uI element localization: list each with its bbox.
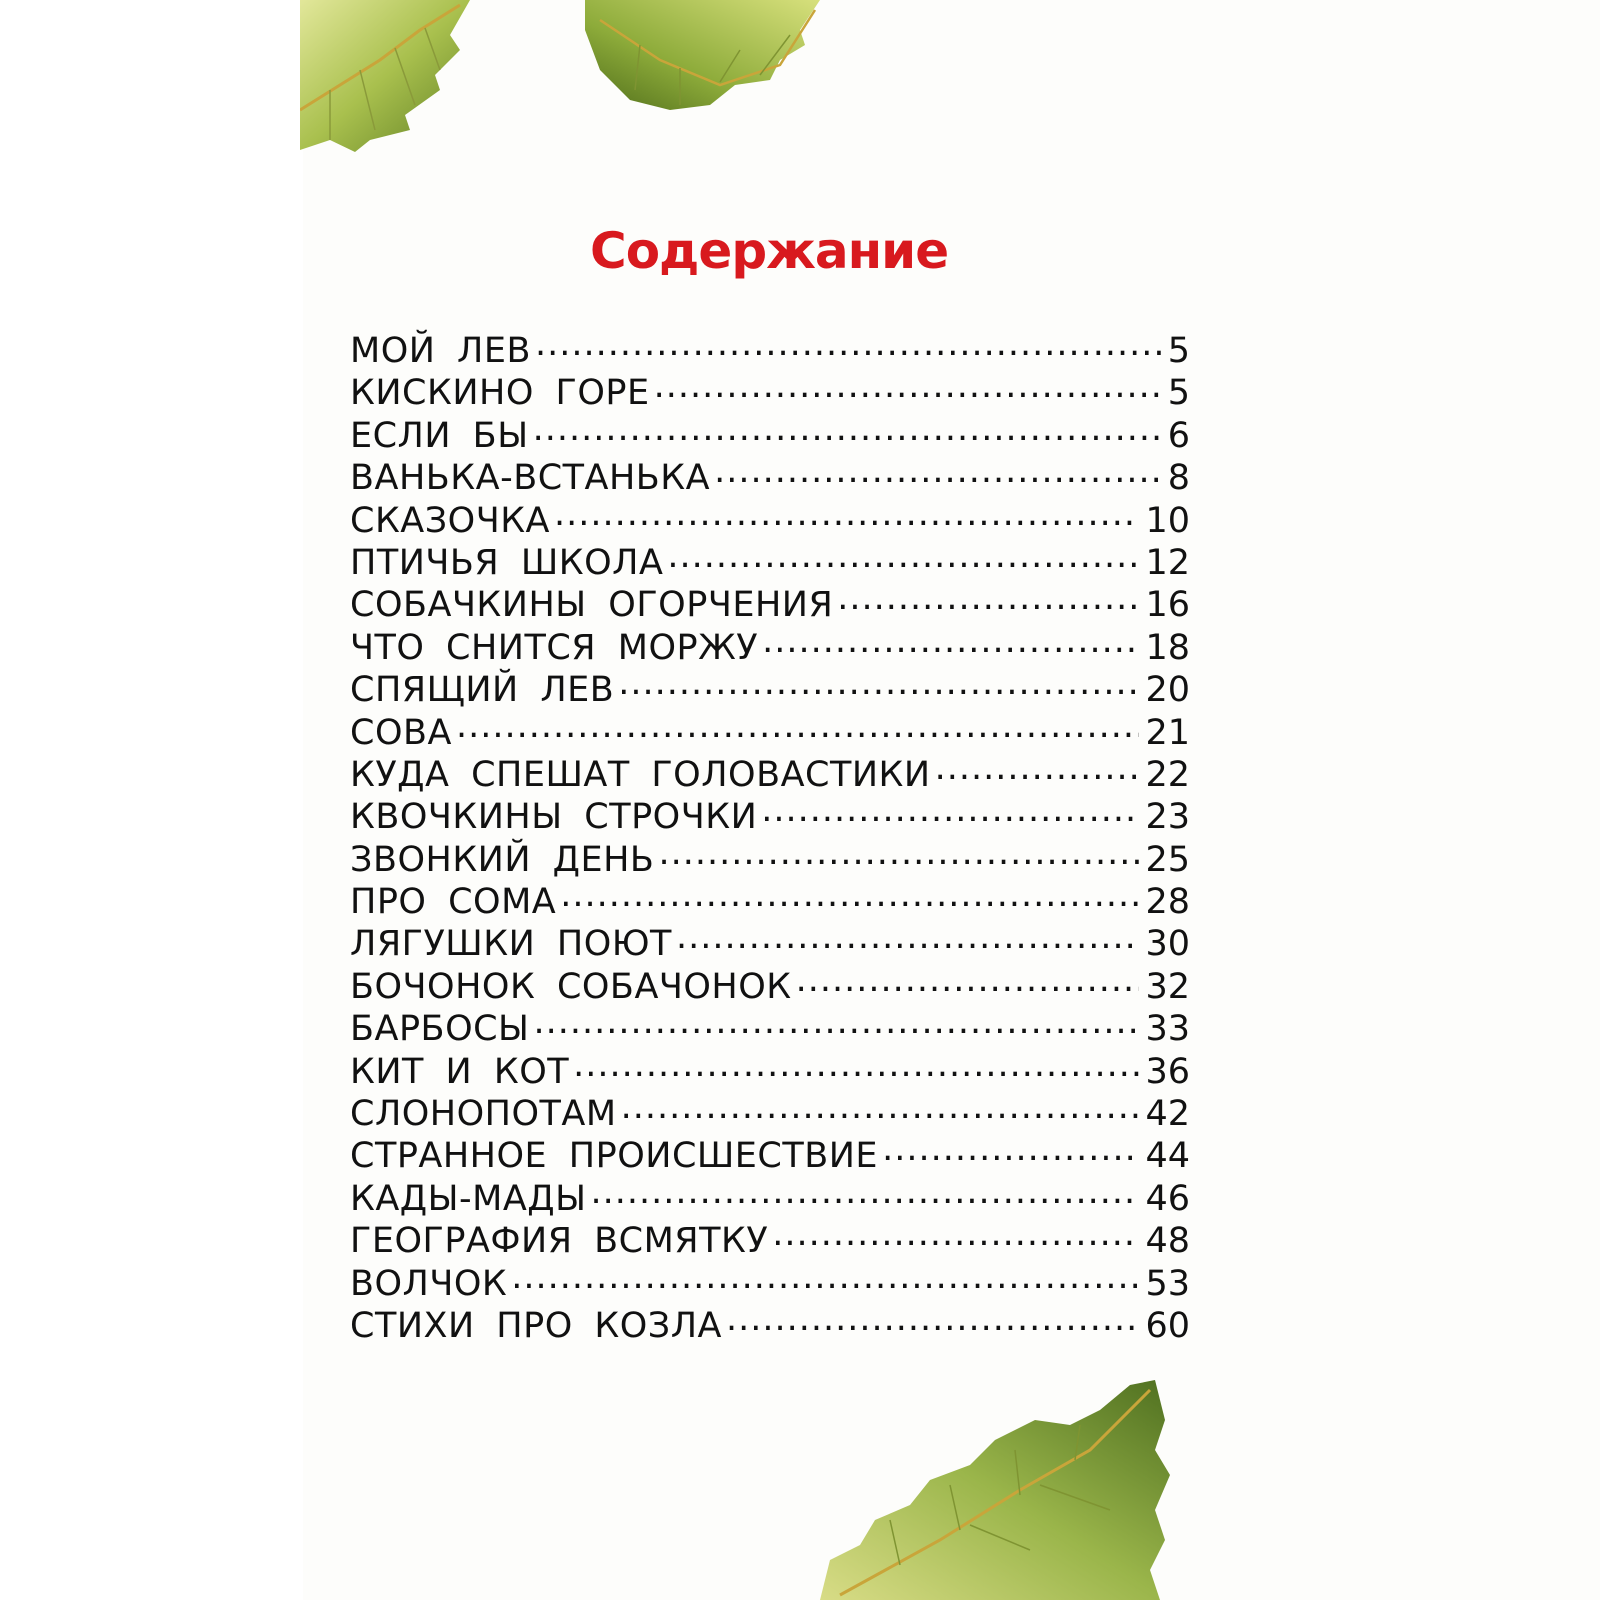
toc-entry-page: 10	[1145, 500, 1190, 541]
toc-leader-dots	[560, 877, 1139, 913]
toc-entry	[350, 1089, 1190, 1135]
toc-entry	[350, 623, 1190, 668]
toc-entry	[350, 368, 1190, 414]
toc-entry-title: ПРО СОМА	[350, 882, 557, 923]
toc-leader-dots	[573, 1047, 1139, 1083]
toc-leader-dots	[658, 835, 1139, 871]
toc-leader-dots	[654, 368, 1162, 404]
toc-entry	[350, 792, 1190, 838]
toc-entry	[350, 919, 1190, 965]
page-title: Содержание	[590, 222, 949, 280]
toc-entry-title: ВОЛЧОК	[350, 1263, 508, 1304]
toc-entry-page: 25	[1145, 839, 1190, 880]
toc-leader-dots	[837, 580, 1139, 616]
toc-entry-title: СПЯЩИЙ ЛЕВ	[350, 670, 615, 711]
toc-entry-page: 20	[1145, 670, 1190, 711]
toc-entry	[350, 1047, 1190, 1092]
toc-entry-page: 16	[1145, 585, 1190, 626]
toc-leader-dots	[726, 1301, 1139, 1337]
toc-leader-dots	[762, 623, 1139, 659]
toc-entry-title: СТИХИ ПРО КОЗЛА	[350, 1305, 722, 1346]
birch-leaf-bottom-icon	[820, 1380, 1220, 1600]
toc-leader-dots	[796, 962, 1140, 998]
toc-entry-page: 6	[1167, 415, 1190, 456]
toc-entry-page: 28	[1145, 882, 1190, 923]
toc-entry-page: 44	[1145, 1136, 1190, 1177]
toc-leader-dots	[761, 792, 1139, 828]
toc-entry-title: КИТ И КОТ	[350, 1051, 570, 1092]
toc-entry	[350, 411, 1190, 456]
toc-entry	[350, 538, 1190, 583]
toc-entry-page: 18	[1145, 627, 1190, 668]
toc-entry-page: 48	[1145, 1221, 1190, 1262]
toc-entry-page: 21	[1145, 712, 1190, 753]
toc-entry-title: КАДЫ-МАДЫ	[350, 1178, 587, 1219]
toc-entry-page: 53	[1145, 1263, 1190, 1304]
toc-entry-title: СТРАННОЕ ПРОИСШЕСТВИЕ	[350, 1136, 879, 1177]
toc-entry-title: КИСКИНО ГОРЕ	[350, 373, 650, 414]
toc-entry	[350, 750, 1190, 795]
toc-entry	[350, 496, 1190, 541]
toc-entry-page: 60	[1145, 1305, 1190, 1346]
toc-leader-dots	[591, 1174, 1140, 1210]
toc-leader-dots	[618, 665, 1139, 701]
toc-entry	[350, 580, 1190, 626]
toc-entry-page: 22	[1145, 754, 1190, 795]
toc-entry-title: ВАНЬКА-ВСТАНЬКА	[350, 458, 711, 499]
toc-entry	[350, 326, 1190, 371]
toc-entry-page: 32	[1145, 966, 1190, 1007]
toc-leader-dots	[621, 1089, 1140, 1125]
toc-leader-dots	[533, 411, 1162, 447]
toc-entry-title: ЛЯГУШКИ ПОЮТ	[350, 924, 672, 965]
toc-entry-title: ЗВОНКИЙ ДЕНЬ	[350, 839, 655, 880]
toc-entry-page: 5	[1167, 331, 1190, 371]
birch-leaf-top-icon	[300, 0, 820, 170]
toc-entry	[350, 453, 1190, 499]
toc-entry-title: СКАЗОЧКА	[350, 500, 551, 541]
toc-leader-dots	[456, 708, 1140, 744]
toc-entry-page: 5	[1167, 373, 1190, 414]
toc-entry	[350, 835, 1190, 880]
toc-entry-page: 46	[1145, 1178, 1190, 1219]
toc-leader-dots	[511, 1259, 1139, 1295]
toc-leader-dots	[533, 1004, 1139, 1040]
page-margin	[0, 0, 303, 1600]
toc-entry	[350, 1301, 1190, 1346]
table-of-contents	[350, 326, 1190, 1346]
toc-leader-dots	[676, 919, 1140, 955]
toc-entry	[350, 1174, 1190, 1219]
toc-entry-title: СЛОНОПОТАМ	[350, 1094, 617, 1135]
toc-leader-dots	[714, 453, 1162, 489]
toc-entry-page: 42	[1145, 1094, 1190, 1135]
toc-entry	[350, 1004, 1190, 1050]
toc-entry-title: БАРБОСЫ	[350, 1009, 530, 1050]
toc-entry	[350, 665, 1190, 711]
toc-leader-dots	[667, 538, 1139, 574]
toc-leader-dots	[772, 1216, 1139, 1252]
toc-entry-title: ПТИЧЬЯ ШКОЛА	[350, 542, 664, 583]
toc-leader-dots	[554, 496, 1139, 532]
toc-entry-page: 23	[1145, 797, 1190, 838]
toc-entry-title: БОЧОНОК СОБАЧОНОК	[350, 966, 792, 1007]
toc-entry-title: ГЕОГРАФИЯ ВСМЯТКУ	[350, 1221, 769, 1262]
toc-entry-title: КУДА СПЕШАТ ГОЛОВАСТИКИ	[350, 754, 931, 795]
toc-entry-title: ЕСЛИ БЫ	[350, 415, 529, 456]
toc-leader-dots	[535, 326, 1162, 362]
toc-leader-dots	[935, 750, 1140, 786]
toc-entry	[350, 877, 1190, 923]
toc-entry-page: 33	[1145, 1009, 1190, 1050]
toc-entry-title: КВОЧКИНЫ СТРОЧКИ	[350, 797, 758, 838]
toc-entry	[350, 708, 1190, 753]
toc-entry-page: 8	[1167, 458, 1190, 499]
toc-entry	[350, 1259, 1190, 1304]
toc-entry-title: МОЙ ЛЕВ	[350, 331, 531, 371]
toc-entry	[350, 1131, 1190, 1177]
toc-entry	[350, 962, 1190, 1007]
toc-leader-dots	[882, 1131, 1139, 1167]
toc-entry-title: СОБАЧКИНЫ ОГОРЧЕНИЯ	[350, 585, 834, 626]
toc-entry-page: 30	[1145, 924, 1190, 965]
toc-entry-page: 36	[1145, 1051, 1190, 1092]
toc-entry-page: 12	[1145, 542, 1190, 583]
toc-entry-title: ЧТО СНИТСЯ МОРЖУ	[350, 627, 759, 668]
toc-entry	[350, 1216, 1190, 1262]
toc-entry-title: СОВА	[350, 712, 452, 753]
